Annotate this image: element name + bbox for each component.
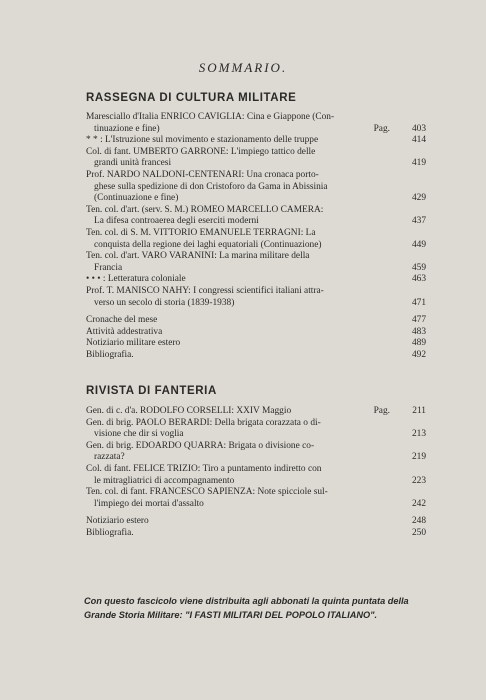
toc-extra-label: Bibliografia.: [86, 349, 134, 360]
toc-entry-line: La difesa controaerea degli eserciti moderni: [94, 216, 259, 227]
toc-extra-entry: [86, 327, 426, 339]
toc-entry: [86, 464, 426, 487]
toc-entry: [86, 251, 426, 274]
toc-rassegna: [86, 112, 426, 361]
toc-entry: [86, 406, 426, 418]
toc-entry-line: l'impiego dei mortai d'assalto: [94, 498, 204, 509]
toc-entry-line: conquista della regione dei laghi equatoriali (Continuazione): [94, 239, 322, 250]
page-heading: SOMMARIO.: [198, 60, 288, 75]
toc-page-number: 242: [411, 498, 426, 509]
toc-entry-line: le mitragliatrici di accompagnamento: [94, 475, 235, 486]
toc-entry: [86, 441, 426, 464]
toc-page-number: 414: [411, 135, 426, 146]
toc-entry: [86, 135, 426, 147]
toc-extra-label: Cronache del mese: [86, 315, 158, 326]
toc-entry-line: Francia: [94, 262, 123, 273]
toc-page-number: 219: [411, 452, 426, 463]
toc-extra-label: Notiziario estero: [86, 516, 149, 527]
toc-page-number: 437: [411, 216, 426, 227]
toc-extra-entry: [86, 528, 426, 540]
toc-entry-line: verso un secolo di storia (1839-1938): [94, 297, 235, 308]
toc-page-number: 463: [411, 274, 426, 285]
toc-extra-label: Notiziario militare estero: [86, 338, 181, 349]
toc-page-number: 403: [411, 123, 426, 134]
section-title-fanteria: RIVISTA DI FANTERIA: [86, 385, 217, 397]
toc-extra-label: Bibliografia.: [86, 527, 134, 538]
toc-page-number: 250: [411, 527, 426, 538]
toc-entry-line: Ten. col. di S. M. VITTORIO EMANUELE TERRAGNI: La: [86, 227, 316, 238]
toc-page-number: 489: [411, 338, 426, 349]
toc-entry: [86, 205, 426, 228]
toc-entry: [86, 274, 426, 286]
toc-entry: [86, 286, 426, 309]
toc-entry-line: Col. di fant. FELICE TRIZIO: Tiro a puntamento indiretto con: [86, 463, 322, 474]
toc-entry: [86, 147, 426, 170]
toc-entry: [86, 418, 426, 441]
toc-page-number: 477: [411, 315, 426, 326]
toc-page-number: 492: [411, 349, 426, 360]
toc-page-number: 483: [411, 326, 426, 337]
toc-page-number: 419: [411, 158, 426, 169]
toc-page-number: 449: [411, 239, 426, 250]
toc-entry-line: razzata?: [94, 452, 125, 463]
toc-entry: [86, 112, 426, 135]
toc-page-number: 223: [411, 475, 426, 486]
toc-entry: [86, 487, 426, 510]
toc-entry-line: Col. di fant. UMBERTO GARRONE: L'impiego tattico delle: [86, 146, 316, 157]
notice-line-1: Con questo fascicolo viene distribuita agli abbonati la quinta puntata della: [84, 596, 409, 606]
toc-entry-line: Ten. col. d'art. VARO VARANINI: La marina militare della: [86, 251, 310, 262]
toc-fanteria: [86, 406, 426, 540]
toc-extra-label: Attività addestrativa: [86, 326, 163, 337]
toc-extra-entry: [86, 350, 426, 362]
toc-entry-line: ghese sulla spedizione di don Cristoforo da Gama in Abissinia: [94, 181, 328, 192]
toc-entry-line: * * : L'Istruzione sul movimento e stazionamento delle truppe: [86, 135, 319, 146]
section-title-rassegna: RASSEGNA DI CULTURA MILITARE: [86, 92, 297, 104]
toc-entry-line: Ten. col. di fant. FRANCESCO SAPIENZA: Note spicciole sul-: [86, 487, 328, 498]
notice-line-2: Grande Storia Militare: "I FASTI MILITARI DEL POPOLO ITALIANO".: [84, 610, 378, 620]
toc-extra-entry: [86, 338, 426, 350]
toc-extra-entry: [86, 516, 426, 528]
toc-entry-line: Gen. di c. d'a. RODOLFO CORSELLI: XXIV Maggio: [86, 406, 292, 416]
toc-page-number: 459: [411, 262, 426, 273]
pag-label: Pag.: [373, 123, 390, 134]
toc-page-number: 429: [411, 193, 426, 204]
toc-entry-line: visione che dir si voglia: [94, 429, 184, 440]
toc-page-number: 471: [411, 297, 426, 308]
pag-label: Pag.: [373, 406, 390, 416]
toc-entry-line: Gen. di brig. PAOLO BERARDI: Della brigata corazzata o di-: [86, 417, 321, 428]
toc-entry-line: grandi unità francesi: [94, 158, 172, 169]
toc-page-number: 248: [411, 516, 426, 527]
toc-entry-line: Prof. NARDO NALDONI-CENTENARI: Una cronaca porto-: [86, 169, 319, 180]
toc-page-number: 213: [411, 429, 426, 440]
toc-entry-line: Maresciallo d'Italia ENRICO CAVIGLIA: Cina e Giappone (Con-: [86, 112, 335, 122]
toc-entry-line: (Continuazione e fine): [94, 193, 179, 204]
toc-entry-line: • • • : Letteratura coloniale: [86, 274, 186, 285]
toc-entry-line: tinuazione e fine): [94, 123, 160, 134]
toc-entry: [86, 228, 426, 251]
toc-entry-line: Prof. T. MANISCO NAHY: I congressi scientifici italiani attra-: [86, 285, 324, 296]
toc-entry-line: Gen. di brig. EDOARDO QUARRA: Brigata o divisione co-: [86, 440, 315, 451]
subscriber-notice: [84, 594, 414, 622]
toc-entry-line: Ten. col. d'art. (serv. S. M.) ROMEO MARCELLO CAMERA:: [86, 204, 324, 215]
toc-page-number: 211: [412, 406, 426, 416]
toc-extra-entry: [86, 315, 426, 327]
toc-entry: [86, 170, 426, 205]
